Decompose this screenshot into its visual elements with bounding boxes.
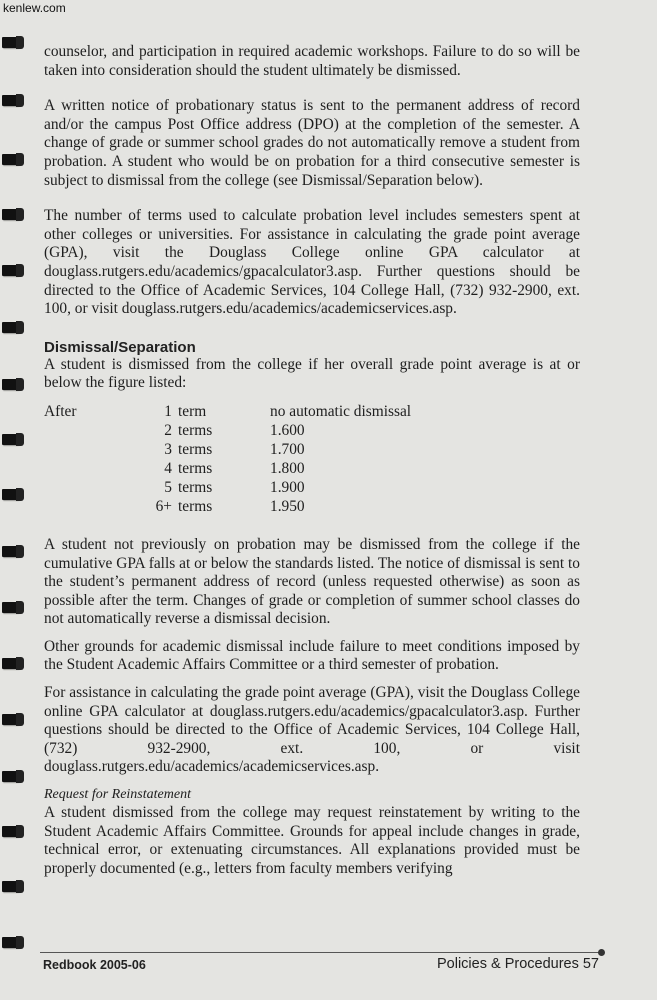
- binding-coil-icon: [2, 321, 24, 334]
- binding-coil-icon: [2, 657, 24, 670]
- gpa-table-terms-count: 5: [164, 478, 172, 496]
- gpa-table-threshold: 1.900: [270, 478, 305, 496]
- gpa-table-threshold: 1.800: [270, 459, 305, 477]
- gpa-table-terms-unit: terms: [178, 459, 213, 477]
- binding-coil-icon: [2, 936, 24, 949]
- binding-coil-icon: [2, 601, 24, 614]
- paragraph-dismissal-criteria: A student is dismissed from the college if her overall grade point average is at or below the figure listed:: [44, 355, 580, 392]
- binding-coil-icon: [2, 153, 24, 166]
- footer-publication: Redbook 2005-06: [43, 958, 146, 972]
- gpa-table-label: [44, 422, 146, 441]
- page-content: [44, 43, 580, 878]
- gpa-table-threshold: 1.600: [270, 421, 305, 439]
- gpa-table-row: [44, 403, 411, 422]
- footer-dot-icon: [598, 949, 605, 956]
- gpa-table-label: [44, 479, 146, 498]
- section-heading-dismissal: Dismissal/Separation: [44, 338, 196, 356]
- binding-coil-icon: [2, 433, 24, 446]
- gpa-table-row: [44, 498, 411, 517]
- paragraph-written-notice: A written notice of probationary status is sent to the permanent address of record and/or the campus Post Office address (DPO) at the completion of the semester. A change of grade or summer school grades do not automatically remove a student from probation. A student who would be on probation for a third consecutive semester is subject to dismissal from the college (see Dismissal/Separation below).: [44, 97, 580, 189]
- subheading-request-reinstatement: Request for Reinstatement: [44, 787, 191, 803]
- binding-coil-icon: [2, 36, 24, 49]
- paragraph-other-grounds: Other grounds for academic dismissal include failure to meet conditions imposed by the Student Academic Affairs Committee or a third semester of probation.: [44, 637, 580, 674]
- gpa-table-terms-unit: terms: [178, 421, 213, 439]
- gpa-table-threshold: 1.700: [270, 440, 305, 458]
- gpa-dismissal-table: [44, 403, 411, 517]
- binding-coil-icon: [2, 770, 24, 783]
- binding-coil-icon: [2, 880, 24, 893]
- paragraph-reinstatement: A student dismissed from the college may request reinstatement by writing to the Student Academic Affairs Committee. Grounds for appeal include changes in grade, technical error, or extenuating circumstances. All explanations provided must be properly documented (e.g., letters from faculty members verifying: [44, 804, 580, 877]
- gpa-table-terms-count: 4: [164, 459, 172, 477]
- paragraph-number-of-terms: The number of terms used to calculate probation level includes semesters spent at other colleges or universities. For assistance in calculating the grade point average (GPA), visit the Douglass College online GPA calculator at douglass.rutgers.edu/academics/gpacalculator3.asp. Further questions should be directed to the Office of Academic Services, 104 College Hall, (732) 932-2900, ext. 100, or visit douglass.rutgers.edu/academics/academicservices.asp.: [44, 207, 580, 318]
- binding-coil-icon: [2, 208, 24, 221]
- gpa-table-terms-count: 1: [164, 402, 172, 420]
- gpa-table-terms-unit: terms: [178, 440, 213, 458]
- gpa-table-label: After: [44, 402, 77, 420]
- gpa-table-terms-count: 2: [164, 421, 172, 439]
- paragraph-gpa-assistance: For assistance in calculating the grade point average (GPA), visit the Douglass College online GPA calculator at douglass.rutgers.edu/academics/gpacalculator3.asp. Further questions should be directed to the Office of Academic Services, 104 College Hall, (732) 932-2900, ext. 100, or visit douglass.rutgers.edu/academics/academicservices.asp.: [44, 684, 580, 776]
- footer-rule: [40, 952, 601, 953]
- gpa-table-row: [44, 479, 411, 498]
- binding-coil-icon: [2, 545, 24, 558]
- gpa-table-terms-unit: term: [178, 402, 207, 420]
- gpa-table-threshold: 1.950: [270, 497, 305, 515]
- paragraph-counselor: counselor, and participation in required academic workshops. Failure to do so will be taken into consideration should the student ultimately be dismissed.: [44, 43, 580, 79]
- footer-section-page: Policies & Procedures 57: [437, 956, 599, 972]
- binding-coil-icon: [2, 713, 24, 726]
- binding-coil-icon: [2, 488, 24, 501]
- gpa-table-threshold: no automatic dismissal: [270, 402, 412, 420]
- binding-coil-icon: [2, 825, 24, 838]
- binding-coil-icon: [2, 264, 24, 277]
- binding-coil-icon: [2, 378, 24, 391]
- paragraph-not-on-probation: A student not previously on probation may be dismissed from the college if the cumulative GPA falls at or below the standards listed. The notice of dismissal is sent to the student’s permanent address of record (unless requested otherwise) as soon as possible after the term. Changes of grade or completion of summer school classes do not automatically reverse a dismissal decision.: [44, 535, 580, 628]
- gpa-table-terms-unit: terms: [178, 497, 213, 515]
- gpa-table-label: [44, 498, 146, 517]
- gpa-table-terms-count: 6+: [155, 497, 172, 515]
- gpa-table-row: [44, 422, 411, 441]
- gpa-table-label: [44, 441, 146, 460]
- gpa-table-terms-count: 3: [164, 440, 172, 458]
- gpa-table-terms-unit: terms: [178, 478, 213, 496]
- gpa-table-row: [44, 441, 411, 460]
- watermark: kenlew.com: [3, 1, 66, 15]
- gpa-table-row: [44, 460, 411, 479]
- gpa-table-label: [44, 460, 146, 479]
- binding-coil-icon: [2, 94, 24, 107]
- spiral-binding: [0, 0, 36, 1000]
